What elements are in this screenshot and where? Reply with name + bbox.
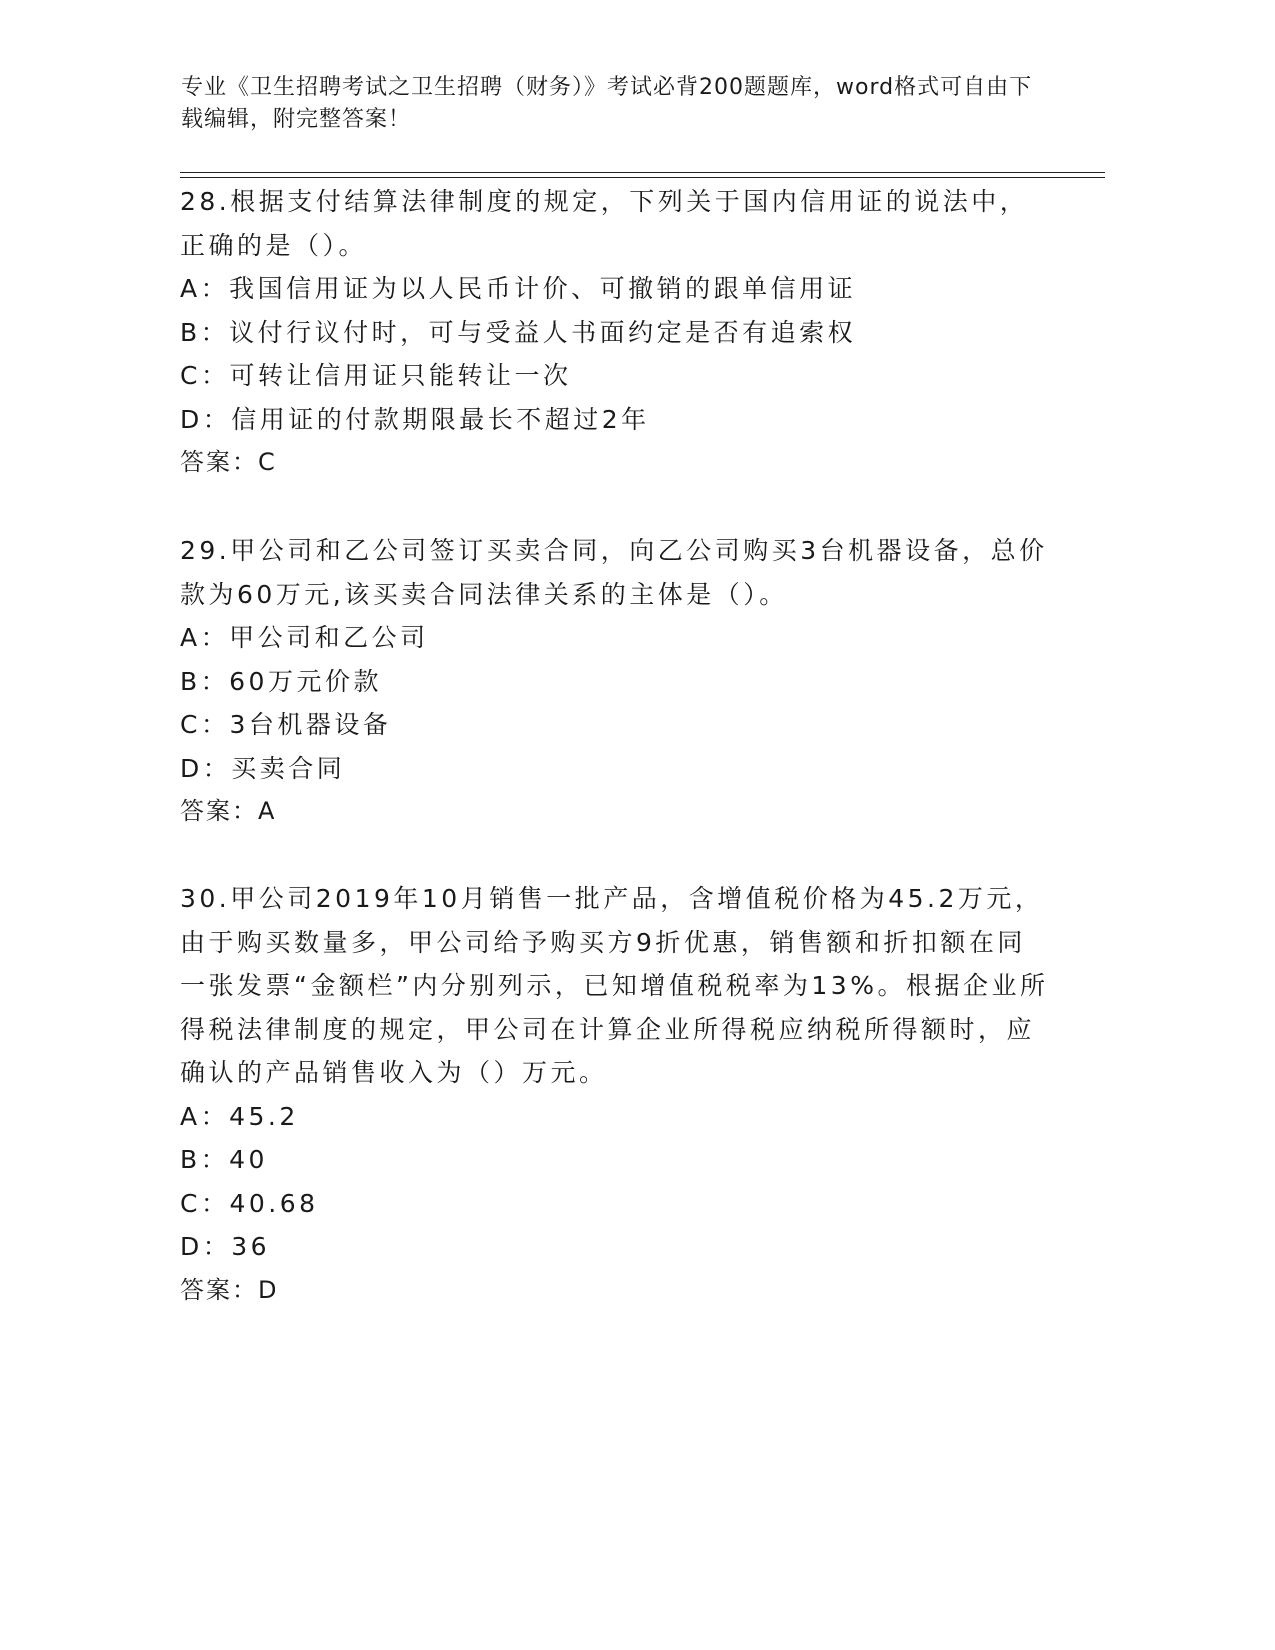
- option-a: A：45.2: [180, 1101, 299, 1131]
- option-b: B：60万元价款: [180, 666, 382, 696]
- question-stem: 30.甲公司2019年10月销售一批产品，含增值税价格为45.2万元，由于购买数量多，甲公司给予购买方9折优惠，销售额和折扣额在同一张发票“金额栏”内分别列示，已知增值税税率为13%。根据企业所得税法律制度的规定，甲公司在计算企业所得税应纳税所得额时，应确认的产品销售收入为（）万元。: [180, 884, 1049, 1087]
- answer-line: 答案：C: [180, 448, 277, 476]
- question-30: [180, 877, 1050, 1312]
- option-d: D：买卖合同: [180, 753, 346, 783]
- question-stem: 28.根据支付结算法律制度的规定，下列关于国内信用证的说法中，正确的是（）。: [180, 187, 1029, 260]
- option-a: A：甲公司和乙公司: [180, 623, 429, 652]
- question-28: [180, 180, 1050, 485]
- answer-line: 答案：D: [180, 1275, 279, 1304]
- document-header: 专业《卫生招聘考试之卫生招聘（财务）》考试必背200题题库，word格式可自由下载编辑，附完整答案！: [181, 75, 1033, 132]
- option-d: D：信用证的付款期限最长不超过2年: [180, 404, 650, 434]
- question-stem: 29.甲公司和乙公司签订买卖合同，向乙公司购买3台机器设备，总价款为60万元,该买卖合同法律关系的主体是（）。: [180, 536, 1048, 609]
- question-29: [180, 529, 1050, 834]
- header-divider-top: [180, 172, 1105, 173]
- option-b: B：议付行议付时，可与受益人书面约定是否有追索权: [180, 317, 857, 347]
- option-c: C：40.68: [180, 1188, 319, 1218]
- option-c: C：可转让信用证只能转让一次: [180, 361, 572, 390]
- option-d: D：36: [180, 1232, 271, 1261]
- answer-line: 答案：A: [180, 797, 277, 825]
- option-b: B：40: [180, 1145, 268, 1174]
- option-a: A：我国信用证为以人民币计价、可撤销的跟单信用证: [180, 274, 857, 303]
- header-divider-bottom: [180, 177, 1105, 178]
- option-c: C：3台机器设备: [180, 710, 392, 739]
